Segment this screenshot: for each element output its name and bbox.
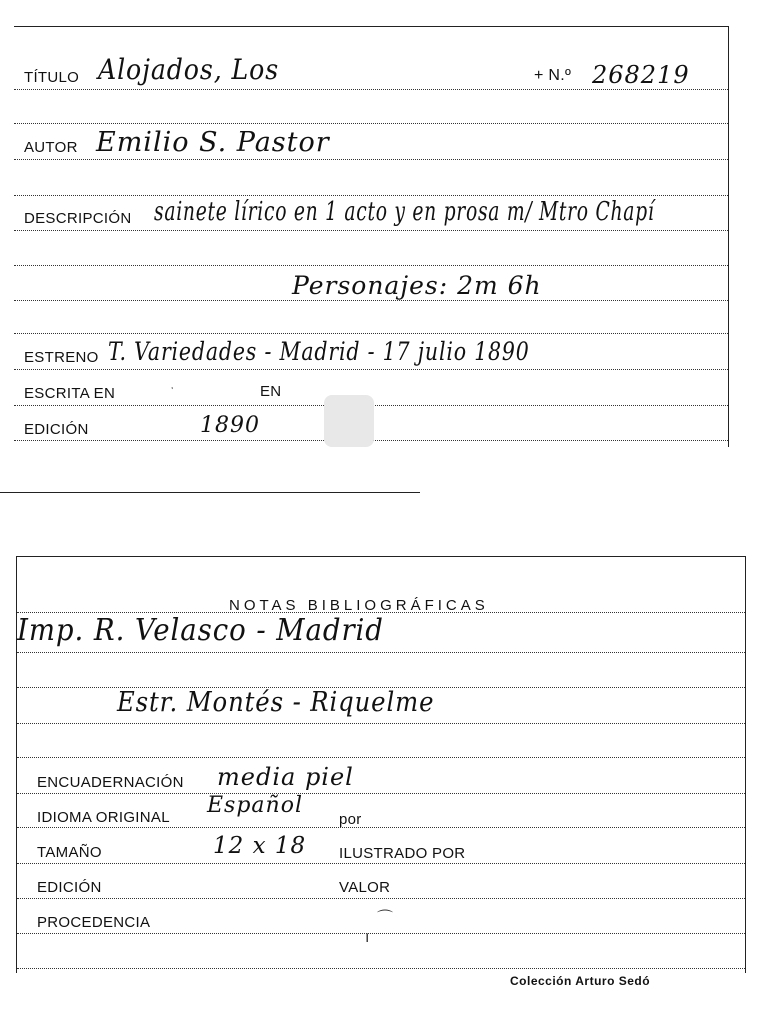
titulo-value: Alojados, Los (98, 53, 280, 86)
autor-label: AUTOR (24, 139, 78, 156)
idioma-original-value: Español (207, 793, 303, 818)
notes-line-2: Estr. Montés - Riquelme (117, 687, 435, 718)
ink-mark: ı (365, 929, 370, 946)
numero-value: 268219 (592, 61, 690, 89)
estreno-value: T. Variedades - Madrid - 17 julio 1890 (108, 337, 530, 366)
ruled-line (17, 968, 745, 969)
ink-mark: ˑ (170, 383, 175, 400)
ink-mark: ⌒ (377, 910, 394, 927)
ruled-line (17, 793, 745, 794)
numero-label: + N.º (534, 67, 572, 84)
descripcion-value: sainete lírico en 1 acto y en prosa m/ Mtro Chapí (154, 197, 655, 227)
edicion-label: EDICIÓN (24, 421, 89, 438)
catalog-card-notes (16, 556, 746, 973)
por-label: por (339, 811, 362, 828)
ruled-line (14, 230, 728, 231)
escrita-en-label: ESCRITA EN (24, 385, 116, 402)
ruled-line (14, 195, 728, 196)
catalog-card-main (14, 26, 729, 447)
section-divider (0, 492, 420, 493)
ilustrado-por-label: ILUSTRADO POR (339, 845, 466, 862)
en-label: EN (260, 383, 282, 400)
ruled-line (14, 159, 728, 160)
ruled-line (17, 933, 745, 934)
ruled-line (17, 827, 745, 828)
edicion-value: 1890 (200, 413, 260, 438)
ruled-line (17, 652, 745, 653)
valor-label: VALOR (339, 879, 391, 896)
ink-smudge (324, 395, 374, 447)
procedencia-label: PROCEDENCIA (37, 914, 151, 931)
notes-line-1: Imp. R. Velasco - Madrid (17, 613, 384, 648)
edicion-label: EDICIÓN (37, 879, 102, 896)
titulo-label: TÍTULO (24, 69, 80, 86)
personajes-value: Personajes: 2m 6h (292, 271, 542, 300)
ruled-line (14, 123, 728, 124)
ruled-line (14, 369, 728, 370)
ruled-line (14, 300, 728, 301)
ruled-line (17, 723, 745, 724)
ruled-line (14, 333, 728, 334)
ruled-line (14, 265, 728, 266)
encuadernacion-label: ENCUADERNACIÓN (37, 774, 184, 791)
ruled-line (14, 89, 728, 90)
tamano-value: 12 x 18 (213, 833, 307, 859)
ruled-line (17, 898, 745, 899)
collection-credit: Colección Arturo Sedó (510, 974, 651, 988)
descripcion-label: DESCRIPCIÓN (24, 210, 132, 227)
ruled-line (17, 757, 745, 758)
estreno-label: ESTRENO (24, 349, 99, 366)
tamano-label: TAMAÑO (37, 844, 102, 861)
ruled-line (17, 863, 745, 864)
idioma-original-label: IDIOMA ORIGINAL (37, 809, 170, 826)
encuadernacion-value: media piel (217, 763, 354, 791)
notas-heading: NOTAS BIBLIOGRÁFICAS (229, 597, 489, 614)
autor-value: Emilio S. Pastor (96, 127, 330, 158)
